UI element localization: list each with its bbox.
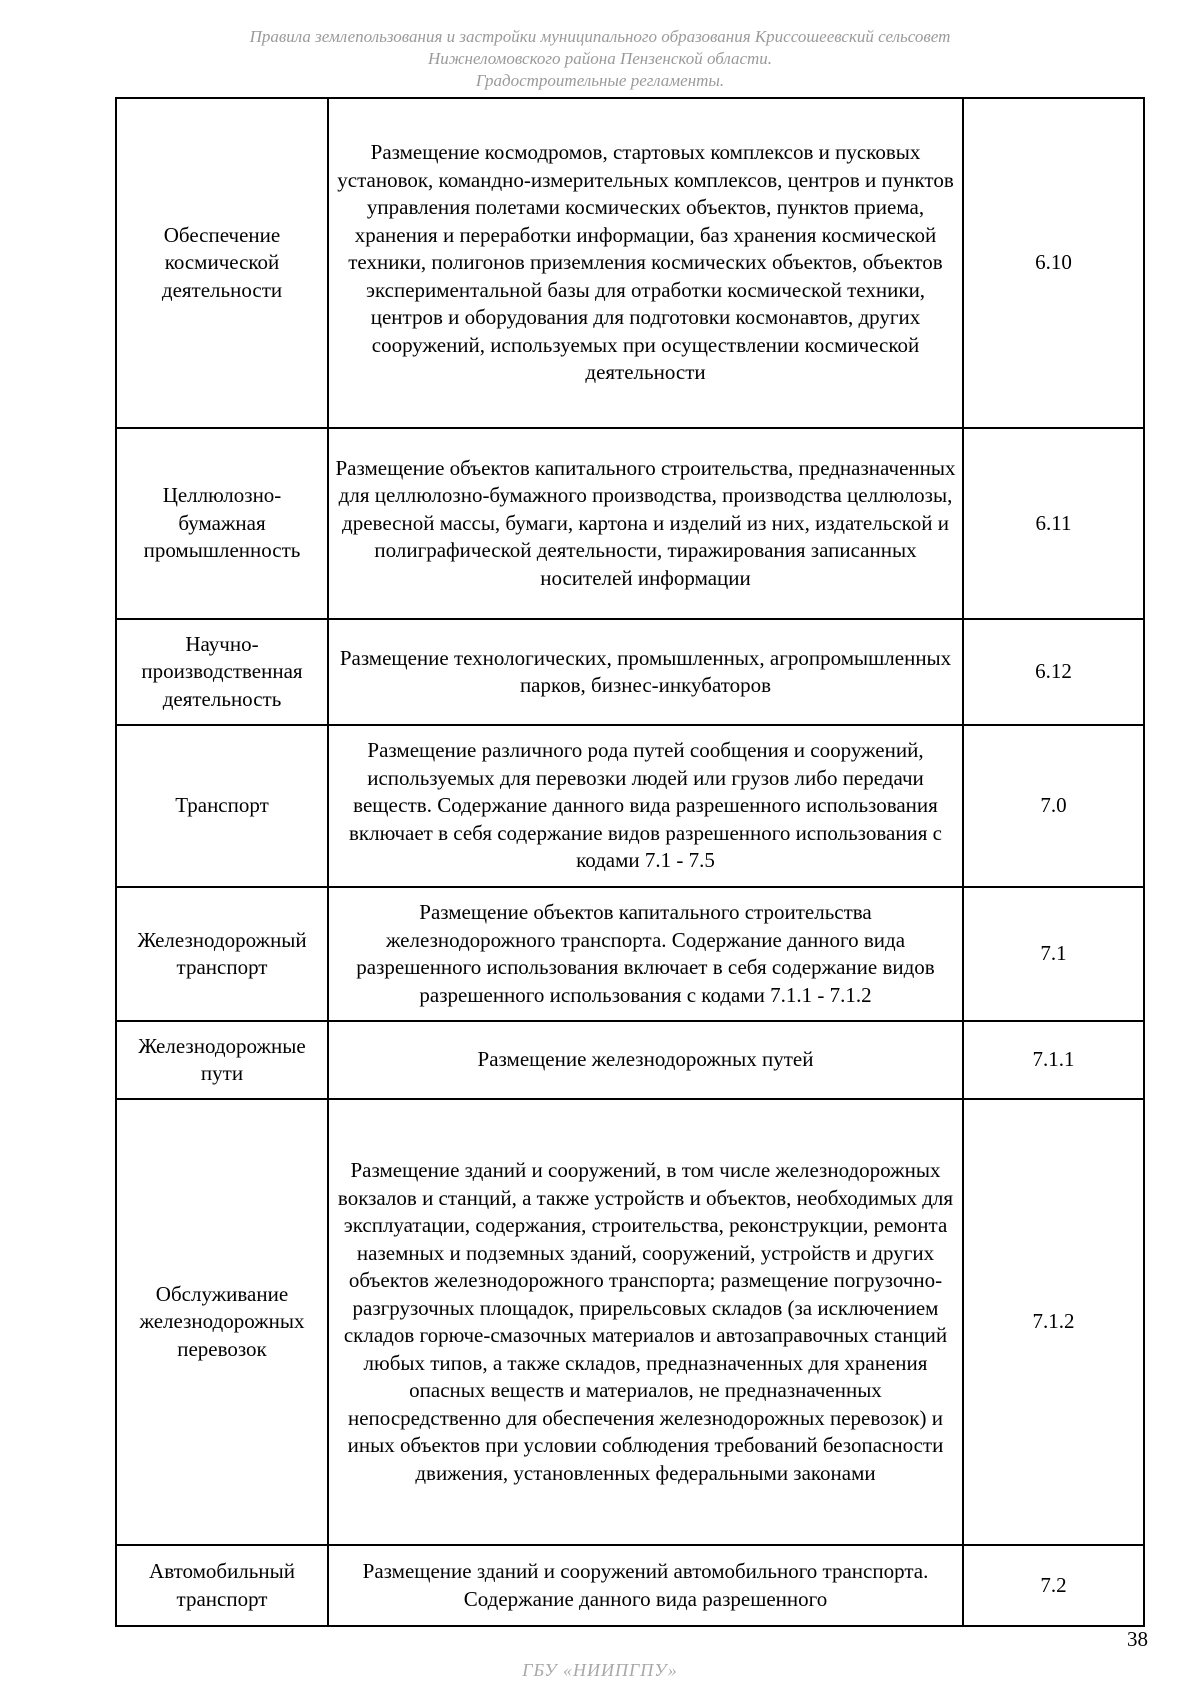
use-type-name: Железнодорожный транспорт bbox=[116, 887, 328, 1021]
table-row bbox=[116, 1021, 1144, 1099]
use-type-code: 7.2 bbox=[963, 1545, 1144, 1626]
use-type-code: 6.11 bbox=[963, 428, 1144, 619]
use-type-description: Размещение различного рода путей сообщения и сооружений, используемых для перевозки людей или грузов либо передачи веществ. Содержание данного вида разрешенного использования включает в себя содержание видов разрешенного использования с кодами 7.1 - 7.5 bbox=[328, 725, 963, 887]
table-row bbox=[116, 428, 1144, 619]
table-row bbox=[116, 1545, 1144, 1626]
use-type-code: 7.1.2 bbox=[963, 1099, 1144, 1545]
use-type-description: Размещение космодромов, стартовых комплексов и пусковых установок, командно-измерительных комплексов, центров и пунктов управления полетами космических объектов, пунктов приема, хранения и переработки информации, баз хранения космической техники, полигонов приземления космических объектов, объектов экспериментальной базы для отработки космической техники, центров и оборудования для подготовки космонавтов, других сооружений, используемых при осуществлении космической деятельности bbox=[328, 98, 963, 428]
page-number: 38 bbox=[1127, 1627, 1148, 1651]
use-type-description: Размещение зданий и сооружений, в том числе железнодорожных вокзалов и станций, а также устройств и объектов, необходимых для эксплуатации, содержания, строительства, реконструкции, ремонта наземных и подземных зданий, сооружений, устройств и других объектов железнодорожного транспорта; размещение погрузочно-разгрузочных площадок, прирельсовых складов (за исключением складов горюче-смазочных материалов и автозаправочных станций любых типов, а также складов, предназначенных для хранения опасных веществ и материалов, не предназначенных непосредственно для обеспечения железнодорожных перевозок) и иных объектов при условии соблюдения требований безопасности движения, установленных федеральными законами bbox=[328, 1099, 963, 1545]
use-type-name: Автомобильный транспорт bbox=[116, 1545, 328, 1626]
use-type-name: Целлюлозно-бумажная промышленность bbox=[116, 428, 328, 619]
use-type-description: Размещение железнодорожных путей bbox=[328, 1021, 963, 1099]
use-type-code: 6.12 bbox=[963, 619, 1144, 725]
use-type-description: Размещение зданий и сооружений автомобильного транспорта. Содержание данного вида разрешенного bbox=[328, 1545, 963, 1626]
use-type-name: Обеспечение космической деятельности bbox=[116, 98, 328, 428]
document-footer: ГБУ «НИИПГПУ» bbox=[522, 1660, 678, 1680]
use-type-name: Обслуживание железнодорожных перевозок bbox=[116, 1099, 328, 1545]
use-type-code: 6.10 bbox=[963, 98, 1144, 428]
use-type-description: Размещение объектов капитального строительства, предназначенных для целлюлозно-бумажного производства, производства целлюлозы, древесной массы, бумаги, картона и изделий из них, издательской и полиграфической деятельности, тиражирования записанных носителей информации bbox=[328, 428, 963, 619]
use-type-name: Железнодорожные пути bbox=[116, 1021, 328, 1099]
use-type-description: Размещение объектов капитального строительства железнодорожного транспорта. Содержание данного вида разрешенного использования включает в себя содержание видов разрешенного использования с кодами 7.1.1 - 7.1.2 bbox=[328, 887, 963, 1021]
header-line-2: Нижнеломовского района Пензенской области. bbox=[427, 49, 773, 68]
header-line-3: Градостроительные регламенты. bbox=[475, 71, 725, 90]
table-row bbox=[116, 1099, 1144, 1545]
use-type-description: Размещение технологических, промышленных, агропромышленных парков, бизнес-инкубаторов bbox=[328, 619, 963, 725]
use-type-code: 7.1.1 bbox=[963, 1021, 1144, 1099]
header-line-1: Правила землепользования и застройки муниципального образования Криссошеевский сельсовет bbox=[249, 27, 951, 46]
table-row bbox=[116, 619, 1144, 725]
document-header bbox=[0, 26, 1200, 92]
use-type-name: Научно-производственная деятельность bbox=[116, 619, 328, 725]
use-type-name: Транспорт bbox=[116, 725, 328, 887]
use-type-code: 7.0 bbox=[963, 725, 1144, 887]
table-row bbox=[116, 98, 1144, 428]
use-type-code: 7.1 bbox=[963, 887, 1144, 1021]
table-row bbox=[116, 887, 1144, 1021]
land-use-table bbox=[115, 97, 1145, 1627]
table-row bbox=[116, 725, 1144, 887]
